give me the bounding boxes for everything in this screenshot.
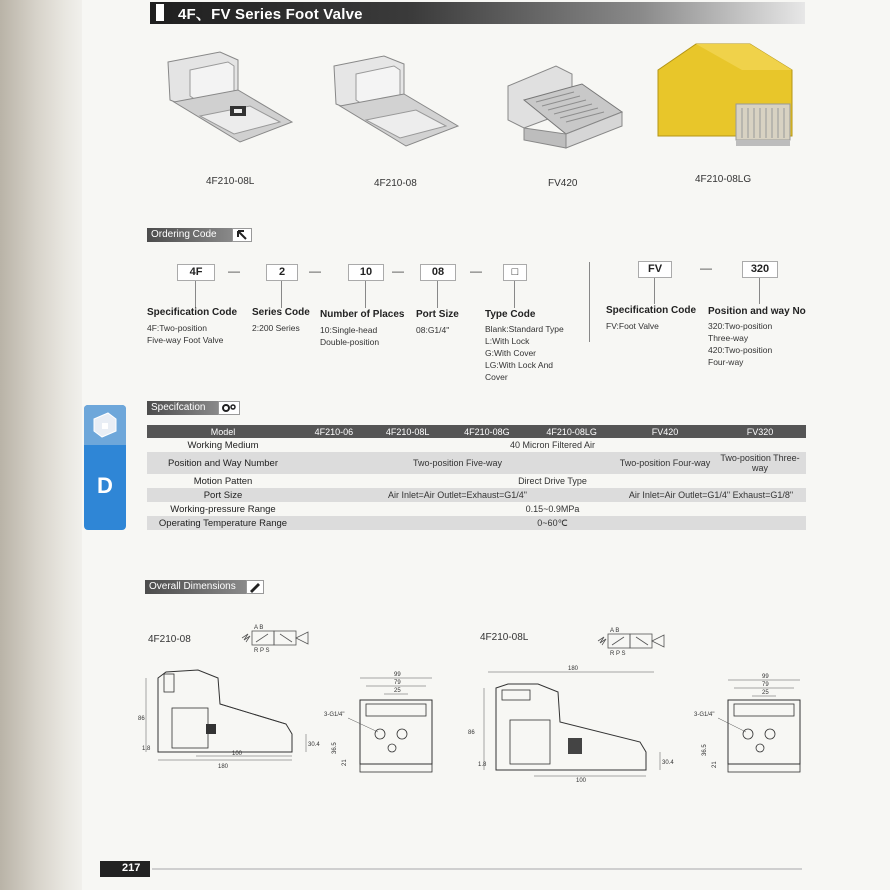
product-image-4f210-08 [328, 52, 463, 157]
spec-head-cell: 4F210-06 [299, 425, 369, 438]
product-image-4f210-08l [160, 50, 295, 155]
spec-head-cell: 4F210-08L [369, 425, 447, 438]
product-label: 4F210-08LG [695, 174, 752, 185]
spec-value: 0.15~0.9MPa [525, 504, 580, 514]
book-edge [0, 0, 82, 890]
product-image-fv420 [502, 60, 627, 160]
header-mark [156, 4, 164, 21]
footer-rule [152, 868, 802, 870]
side-tab-top [84, 405, 126, 445]
page-title: 4F、FV Series Foot Valve [178, 6, 363, 23]
svg-text:3-G1/4": 3-G1/4" [694, 712, 715, 718]
spec-label: Position and Way Number [147, 452, 299, 474]
svg-text:86: 86 [468, 730, 475, 736]
spec-label: Working Medium [187, 439, 259, 451]
spec-head-cell: Model [147, 425, 299, 438]
svg-text:36.5: 36.5 [332, 742, 338, 754]
spec-head-cell: 4F210-08LG [527, 425, 616, 438]
table-row [147, 452, 806, 474]
svg-text:R P S: R P S [254, 648, 270, 654]
table-row [147, 474, 806, 488]
cursor-icon [232, 228, 252, 242]
valve-symbol-right [596, 625, 671, 657]
svg-text:R P S: R P S [610, 651, 626, 657]
spec-head-cell: FV420 [616, 425, 714, 438]
code-dash: — [700, 261, 712, 275]
dimensions-tag: Overall Dimensions [145, 580, 247, 594]
leader-line [437, 281, 438, 308]
ordering-code-tag: Ordering Code [147, 228, 233, 242]
svg-text:25: 25 [762, 690, 769, 696]
table-row [147, 438, 806, 452]
leader-line [195, 281, 196, 308]
front-view-4f210-08l [692, 668, 810, 786]
field-desc: FV:Foot Valve [606, 321, 659, 331]
ordering-divider [589, 262, 590, 342]
svg-text:21: 21 [712, 761, 718, 768]
product-label: FV420 [548, 178, 578, 189]
field-desc: 10:Single-head Double-position [320, 325, 380, 347]
code-dash: — [228, 264, 240, 278]
code-spec: 4F [177, 264, 215, 281]
spec-value: Two-position Five-way [299, 452, 616, 474]
field-desc: 4F:Two-position Five-way Foot Valve [147, 323, 224, 345]
side-tab-letter: D [97, 473, 113, 498]
leader-line [514, 281, 515, 308]
svg-text:99: 99 [394, 672, 401, 678]
code-series: 2 [266, 264, 298, 281]
spec-value: 40 Micron Filtered Air [509, 440, 596, 450]
table-row [147, 516, 806, 530]
svg-text:79: 79 [762, 682, 769, 688]
spec-label: Working-pressure Range [170, 503, 276, 515]
gear-icon [218, 401, 240, 415]
spec-label: Operating Temperature Range [147, 516, 299, 530]
field-title: Position and way No [708, 306, 806, 317]
product-label: 4F210-08 [374, 178, 417, 189]
table-row [147, 488, 806, 502]
spec-value: Air Inlet=Air Outlet=Exhaust=G1/4" [299, 488, 616, 502]
leader-line [654, 278, 655, 304]
svg-text:3-G1/4": 3-G1/4" [324, 712, 345, 718]
svg-text:79: 79 [394, 680, 401, 686]
spec-value: Direct Drive Type [518, 476, 587, 486]
spec-head-cell: 4F210-08G [447, 425, 528, 438]
code-places: 10 [348, 264, 384, 281]
field-desc: 2:200 Series [252, 323, 300, 333]
leader-line [365, 281, 366, 308]
svg-text:30.4: 30.4 [308, 742, 320, 748]
field-title: Specification Code [147, 307, 238, 318]
spec-label: Motion Patten [193, 475, 253, 487]
svg-text:21: 21 [342, 759, 348, 766]
front-view-4f210-08 [322, 664, 440, 782]
svg-text:36.5: 36.5 [702, 744, 708, 756]
spec-value-fv: Air Inlet=Air Outlet=G1/4" Exhaust=G1/8" [616, 488, 806, 502]
svg-text:99: 99 [762, 674, 769, 680]
field-desc: Blank:Standard Type L:With Lock G:With Cover LG:With Lock And Cover [485, 324, 564, 382]
code-port: 08 [420, 264, 456, 281]
svg-text:A B: A B [610, 628, 620, 634]
field-title: Number of Places [320, 309, 405, 320]
side-tab [84, 405, 126, 530]
code-dash: — [392, 264, 404, 278]
side-view-4f210-08l [464, 662, 674, 784]
svg-text:A B: A B [254, 625, 264, 631]
field-title: Port Size [416, 309, 459, 320]
fv-code-spec: FV [638, 261, 672, 278]
product-label: 4F210-08L [206, 176, 255, 187]
svg-text:100: 100 [576, 778, 587, 784]
field-title: Type Code [485, 309, 536, 320]
code-dash: — [470, 264, 482, 278]
specification-tag: Specifcation [147, 401, 219, 415]
valve-icon [84, 405, 126, 445]
field-title: Series Code [252, 307, 310, 318]
dimension-model-left: 4F210-08 [148, 634, 191, 645]
spec-label: Port Size [147, 488, 299, 502]
spec-value: 0~60℃ [299, 516, 806, 530]
svg-text:100: 100 [232, 751, 243, 757]
svg-text:180: 180 [218, 764, 229, 770]
spec-table [147, 425, 806, 530]
field-title: Specification Code [606, 305, 697, 316]
pencil-icon [246, 580, 264, 594]
svg-text:30.4: 30.4 [662, 760, 674, 766]
leader-line [759, 278, 760, 304]
svg-text:86: 86 [138, 716, 145, 722]
leader-line [281, 281, 282, 308]
spec-head-cell: FV320 [714, 425, 806, 438]
spec-value-fv320: Two-position Three-way [714, 452, 806, 474]
svg-text:180: 180 [568, 666, 579, 672]
field-desc: 320:Two-position Three-way 420:Two-position Four-way [708, 321, 773, 367]
side-view-4f210-08 [136, 664, 326, 782]
product-image-4f210-08lg [652, 40, 802, 160]
valve-symbol-left [240, 622, 315, 654]
page-number: 217 [122, 862, 141, 874]
field-desc: 08:G1/4" [416, 325, 450, 335]
svg-text:25: 25 [394, 688, 401, 694]
spec-head-row [147, 425, 806, 438]
fv-code-position: 320 [742, 261, 778, 278]
code-type: □ [503, 264, 527, 281]
spec-value-fv420: Two-position Four-way [616, 452, 714, 474]
svg-text:1.8: 1.8 [478, 762, 487, 768]
svg-text:1.8: 1.8 [142, 746, 151, 752]
dimension-model-right: 4F210-08L [480, 632, 529, 643]
table-row [147, 502, 806, 516]
code-dash: — [309, 264, 321, 278]
